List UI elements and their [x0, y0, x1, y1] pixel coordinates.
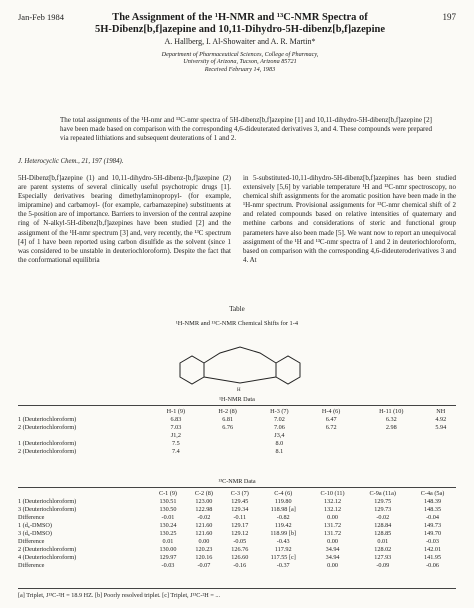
table-cell: 126.76 — [231, 546, 249, 553]
table-cell: -0.02 — [376, 514, 390, 521]
table-cell: 4.92 — [435, 416, 447, 423]
journal-date: Jan-Feb 1984 — [18, 12, 65, 22]
table-cell: -0.16 — [233, 562, 247, 569]
header-blank — [18, 490, 150, 498]
dibenzazepine-structure — [150, 333, 330, 393]
table-cell: 34.94 — [325, 554, 340, 561]
table-row — [18, 522, 456, 530]
table-cell: 120.16 — [195, 554, 213, 561]
affiliation-line-1: Department of Pharmaceutical Sciences, College of Pharmacy, — [161, 51, 319, 58]
table-cell — [426, 440, 457, 448]
table-cell: 118.98 [a] — [270, 506, 296, 513]
table-cell: -0.82 — [276, 514, 290, 521]
table-cell: 7.06 — [273, 424, 285, 431]
h-nmr-table — [18, 408, 456, 456]
row-label: Difference — [18, 562, 45, 569]
table-cell: 129.17 — [231, 522, 249, 529]
table-row — [18, 424, 456, 432]
table-cell: 7.02 — [273, 416, 285, 423]
column-header: H-11 (10) — [379, 408, 404, 415]
table-cell: 129.34 — [231, 506, 249, 513]
row-label: 2 (Deuteriochloroform) — [18, 448, 77, 455]
table-cell: -0.06 — [426, 562, 439, 569]
table-cell: 120.23 — [195, 546, 213, 553]
rule — [18, 588, 456, 589]
table-footnote: [a] Triplet, J¹³C-²H = 18.9 HZ. [b] Poorly resolved triplet. [c] Triplet, J¹³C-²H = ... — [18, 592, 221, 599]
affiliation-line-2: University of Arizona, Tucson, Arizona 85721 — [183, 58, 297, 66]
table-cell: 0.01 — [162, 538, 174, 545]
table-cell — [305, 432, 357, 440]
body-column-left: 5H-Dibenz[b,f]azepine (1) and 10,11-dihydro-5H-dibenz-[b,f]azepine (2) are parent systems of several clinically useful psychotropic drugs [1]. Especially derivatives bearing dimethylaminopropyl- (for example, imipramine) and carbamoyl- (for example, carbamazepine) substituents at the 5-position are of importance. Barriers to inversion of the central azepine ring of N-alkyl-5H-dibenz[b,f]azepines have been studied [2] and the assignment of the ¹H-nmr spectrum [3] and, very recently, the ¹³C spectrum [4] of 1 have been reported using carbon disulfide as the solvent (since 1 was considered to be unstable in deuteriochloroform). Despite the fact that the conformational equilibria — [18, 174, 231, 264]
rule — [18, 487, 456, 488]
table-cell: 129.97 — [159, 554, 177, 561]
table-cell — [426, 448, 457, 456]
table-cell: 129.75 — [374, 498, 392, 505]
header-blank — [18, 408, 150, 416]
table-cell: 148.39 — [424, 498, 442, 505]
table-cell: -0.11 — [233, 514, 247, 521]
abstract: The total assignments of the ¹H-nmr and ¹³C-nmr spectra of 5H-dibenz[b,f]azepine [1] and 10,11-dihydro-5H-dibenz[b,f]azepine [2] have been made based on comparison with the corresponding 4,6-dideuterated derivatives 3, and 4. These compounds were prepared via repeated lithiations and subsequent deuterations of 1 and 2. — [60, 116, 432, 143]
c-nmr-table — [18, 490, 456, 570]
table-cell: 117.92 — [274, 546, 292, 553]
table-cell: 148.35 — [424, 506, 442, 513]
table-cell: 6.81 — [222, 416, 234, 423]
table-cell: 128.02 — [374, 546, 392, 553]
table-cell: 2.98 — [385, 424, 397, 431]
received-date: Received February 14, 1983 — [204, 65, 276, 73]
table-cell: 142.01 — [424, 546, 442, 553]
table-row — [18, 562, 456, 570]
table-cell: -0.04 — [426, 514, 439, 521]
row-label: 1 (Deuteriochloroform) — [18, 416, 77, 423]
table-cell: 130.51 — [159, 498, 177, 505]
table-cell: 5.94 — [435, 424, 447, 431]
table-header-row — [18, 490, 456, 498]
table-row — [18, 440, 456, 448]
page-number: 197 — [442, 12, 456, 22]
table-cell — [202, 448, 254, 456]
column-header: C-10 (11) — [320, 490, 345, 497]
affiliation — [60, 51, 420, 73]
column-header: H-1 (9) — [166, 408, 186, 415]
title-line-2: 5H-Dibenz[b,f]azepine and 10,11-Dihydro-5H-dibenz[b,f]azepine — [94, 24, 386, 35]
table-cell — [305, 440, 357, 448]
table-cell: -0.02 — [197, 514, 211, 521]
table-cell: 141.95 — [424, 554, 442, 561]
body-column-right: in 5-substituted-10,11-dihydro-5H-dibenz[b,f]azepines has been studied extensively [5,6] by variable temperature ¹H and ¹³C-nmr spectroscopy, no chemical shift assignments for the aromatic position have been made in the ¹H-nmr spectrum. Provisional assignments for ¹³C-nmr chemical shift of 2 and related compounds based on relative intensities of quaternary and methine carbons and considerations of steric and functional group parameters have also been made [5]. We want now to report an unequivocal assignment of the ¹H and ¹³C-nmr spectra of 1 and 2 in deuteriochloroform, based on comparison with the corresponding 4,6-dideuteroderivatives 3 and 4. At — [243, 174, 456, 264]
column-header: C-4a (5a) — [420, 490, 445, 497]
table-cell: -0.43 — [276, 538, 290, 545]
table-cell: 129.45 — [231, 498, 249, 505]
table-cell: 130.24 — [159, 522, 177, 529]
column-header: H-2 (8) — [218, 408, 237, 415]
table-row — [18, 546, 456, 554]
row-label: 4 (Deuteriochloroform) — [18, 554, 77, 561]
table-row — [18, 448, 456, 456]
table-cell: 149.73 — [424, 522, 442, 529]
table-cell: 122.98 — [195, 506, 213, 513]
table-row — [18, 432, 456, 440]
table-row — [18, 498, 456, 506]
row-label — [18, 432, 150, 440]
column-header: C-3 (7) — [230, 490, 249, 497]
table-cell: 131.72 — [324, 530, 342, 537]
table-cell: 129.73 — [374, 506, 392, 513]
table-cell: -0.03 — [161, 562, 175, 569]
table-cell: -0.37 — [276, 562, 290, 569]
table-cell: 6.47 — [325, 416, 337, 423]
table-cell — [426, 432, 457, 440]
table-label: Table — [229, 305, 245, 313]
table-cell: 7.4 — [172, 448, 180, 455]
table-cell: 123.00 — [195, 498, 213, 505]
table-cell: 126.60 — [231, 554, 249, 561]
column-header: H-3 (7) — [270, 408, 289, 415]
table-cell: 132.12 — [324, 498, 342, 505]
table-cell: 128.85 — [374, 530, 392, 537]
column-header: NH — [436, 408, 446, 415]
table-cell: 129.12 — [231, 530, 249, 537]
row-label: 1 (d₆-DMSO) — [18, 522, 52, 529]
column-header: C-4 (6) — [274, 490, 293, 497]
article-title — [60, 12, 420, 36]
table-cell: 34.94 — [325, 546, 340, 553]
table-cell: 130.50 — [159, 506, 177, 513]
table-cell: 131.72 — [324, 522, 342, 529]
row-label: Difference — [18, 514, 45, 521]
table-cell: 130.00 — [159, 546, 177, 553]
table-cell: 8.0 — [275, 440, 284, 447]
table-cell: 149.70 — [424, 530, 442, 537]
row-label: 2 (Deuteriochloroform) — [18, 546, 77, 553]
row-label: 1 (Deuteriochloroform) — [18, 498, 77, 505]
table-cell: J1,2 — [170, 432, 181, 439]
table-cell: 0.01 — [377, 538, 389, 545]
row-label: 3 (Deuteriochloroform) — [18, 506, 77, 513]
rule — [18, 405, 456, 406]
table-cell — [202, 432, 254, 440]
table-cell: 121.60 — [195, 530, 213, 537]
table-cell: 0.00 — [327, 514, 338, 521]
table-cell: 117.55 [c] — [270, 554, 296, 561]
table-cell — [305, 448, 357, 456]
table-cell: 118.99 [b] — [270, 530, 296, 537]
table-cell: 119.80 — [274, 498, 292, 505]
table-row — [18, 416, 456, 424]
table-cell: 130.25 — [159, 530, 177, 537]
column-header: H-4 (6) — [321, 408, 341, 415]
table-header-row — [18, 408, 456, 416]
table-cell: -0.05 — [233, 538, 247, 545]
table-row — [18, 530, 456, 538]
h-nmr-section-title: ¹H-NMR Data — [219, 396, 255, 403]
table-row — [18, 514, 456, 522]
table-cell: -0.03 — [426, 538, 439, 545]
table-cell: 6.83 — [170, 416, 182, 423]
row-label: 2 (Deuteriochloroform) — [18, 424, 77, 431]
table-cell: -0.09 — [376, 562, 390, 569]
table-cell: 0.00 — [327, 538, 338, 545]
table-title: ¹H-NMR and ¹³C-NMR Chemical Shifts for 1-4 — [175, 320, 299, 327]
table-cell — [357, 432, 426, 440]
column-header: C-9a (11a) — [369, 490, 396, 497]
row-label: 1 (Deuteriochloroform) — [18, 440, 77, 447]
table-cell: 127.93 — [374, 554, 392, 561]
column-header: C-1 (9) — [158, 490, 177, 497]
row-label: Difference — [18, 538, 45, 545]
table-cell: 8.1 — [275, 448, 284, 455]
title-line-1: The Assignment of the ¹H-NMR and ¹³C-NMR Spectra of — [112, 12, 368, 23]
table-cell: 121.60 — [195, 522, 213, 529]
citation: J. Heterocyclic Chem., 21, 197 (1984). — [18, 158, 124, 165]
row-label: 3 (d₆-DMSO) — [18, 530, 52, 537]
table-cell: 132.12 — [324, 506, 342, 513]
table-cell: 6.76 — [222, 424, 234, 431]
table-cell: 7.03 — [170, 424, 182, 431]
table-row — [18, 506, 456, 514]
c-nmr-section-title: ¹³C-NMR Data — [218, 478, 256, 485]
table-cell: 0.00 — [327, 562, 338, 569]
table-cell: 6.72 — [325, 424, 337, 431]
table-cell: 119.42 — [274, 522, 292, 529]
table-cell: -0.07 — [197, 562, 211, 569]
table-cell: J3,4 — [274, 432, 285, 439]
table-cell — [202, 440, 254, 448]
authors: A. Hallberg, I. Al-Showaiter and A. R. Martin* — [164, 37, 316, 46]
table-cell: -0.01 — [161, 514, 175, 521]
table-cell: 128.84 — [374, 522, 392, 529]
column-header: C-2 (8) — [194, 490, 213, 497]
table-cell — [357, 448, 426, 456]
table-cell: 0.00 — [198, 538, 210, 545]
table-cell: 6.32 — [385, 416, 397, 423]
table-row — [18, 554, 456, 562]
svg-text:H: H — [237, 388, 241, 393]
table-cell: 7.5 — [172, 440, 180, 447]
table-row — [18, 538, 456, 546]
table-cell — [357, 440, 426, 448]
